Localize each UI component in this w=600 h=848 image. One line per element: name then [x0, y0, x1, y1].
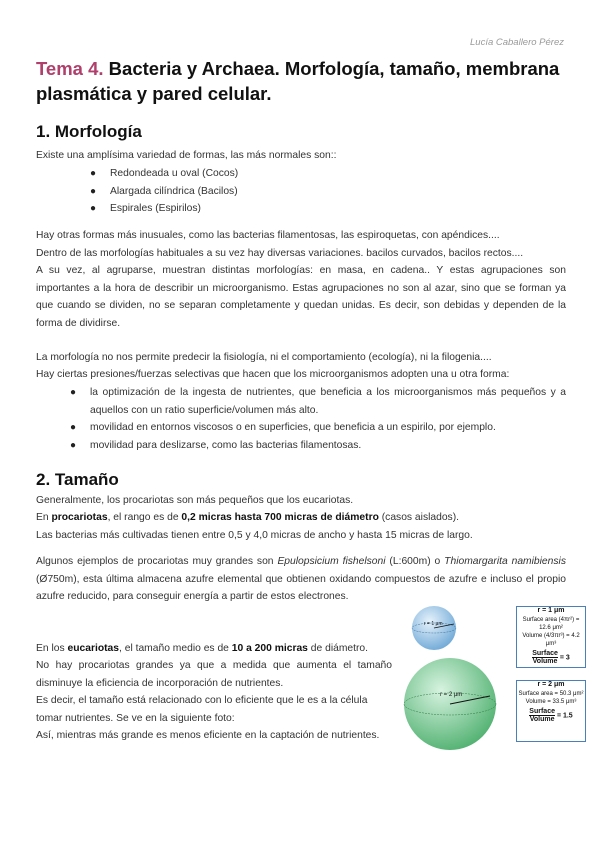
large-ratio: $\frac{\text{Surface}}{\text{Volume}}$ = 1.5: [529, 708, 573, 723]
large-radius-label: r = 2 μm: [537, 681, 565, 688]
paragraph: Dentro de las morfologías habituales a su vez hay diversas variaciones. bacilos curvados, bacilos rectos....: [36, 248, 524, 259]
bullet-icon: ●: [90, 186, 97, 197]
title-tema: Tema 4.: [36, 58, 104, 79]
paragraph: Existe una amplísima variedad de formas, las más normales son::: [36, 150, 337, 161]
title-text: Bacteria y Archaea. Morfología, tamaño, membrana plasmática y pared celular.: [36, 58, 560, 104]
small-ratio: $\frac{\text{Surface}}{\text{Volume}}$ = 3: [532, 650, 570, 665]
bullet-icon: ●: [90, 168, 97, 179]
author-name: Lucía Caballero Pérez: [470, 37, 564, 48]
paragraph: A su vez, al agruparse, muestran distintas morfologías: en masa, en cadena.. Y estas agrupaciones son importantes a la hora de describir un microorganismo. Estas agrupaciones no son al azar, sino que se forman ya que cuando se dividen, no se separan completamente y quedan unidas. Es decir, son debidas y dependen de la forma de dividirse.: [36, 265, 566, 329]
section-heading-tamano: 2. Tamaño: [36, 470, 119, 489]
paragraph: Generalmente, los procariotas son más pequeños que los eucariotas.: [36, 495, 354, 506]
bullet-icon: ●: [70, 440, 77, 451]
paragraph: No hay procariotas grandes ya que a medida que aumenta el tamaño disminuye la eficiencia de incorporación de nutrientes.: [36, 660, 392, 689]
bullet-icon: ●: [90, 203, 97, 214]
bullet-icon: ●: [70, 387, 77, 398]
list-item: ● movilidad en entornos viscosos o en superficies, que beneficia a un espirilo, por ejemplo.: [90, 419, 566, 437]
paragraph: En procariotas, el rango es de 0,2 micras hasta 700 micras de diámetro (casos aislados).: [36, 512, 459, 523]
list-item: ● movilidad para deslizarse, como las bacterias filamentosas.: [90, 437, 566, 455]
small-volume: Volume (4/3πr³) = 4.2 μm³: [522, 633, 580, 647]
paragraph: Hay ciertas presiones/fuerzas selectivas que hacen que los microorganismos adopten una u otra forma:: [36, 369, 510, 380]
paragraph: Así, mientras más grande es menos eficiente en la captación de nutrientes.: [36, 730, 380, 741]
paragraph: La morfología no nos permite predecir la fisiología, ni el comportamiento (ecología), ni la filogenia....: [36, 352, 492, 363]
paragraph: Las bacterias más cultivadas tienen entre 0,5 y 4,0 micras de ancho y hasta 15 micras de largo.: [36, 530, 473, 541]
large-sphere-label: r = 2 μm: [440, 692, 463, 698]
paragraph: Es decir, el tamaño está relacionado con lo eficiente que le es a la célula tomar nutrientes. Se ve en la siguiente foto:: [36, 695, 368, 724]
list-item: ● Alargada cilíndrica (Bacilos): [110, 183, 586, 201]
paragraph: En los eucariotas, el tamaño medio es de 10 a 200 micras de diámetro.: [36, 643, 369, 654]
large-sphere: [404, 658, 496, 750]
list-item: ● Espirales (Espirilos): [110, 200, 586, 218]
page-title: [36, 56, 570, 106]
small-sphere-label: r = 1 μm: [424, 621, 443, 627]
small-sphere-info-box: [516, 606, 586, 668]
surface-volume-figure: [402, 598, 586, 758]
paragraph: Algunos ejemplos de procariotas muy grandes son Epulopsicium fishelsoni (L:600m) o Thiomargarita namibiensis (Ø750m), esta última almacena azufre elemental que obtienen oxidando compuestos de azufre e incluso el propio azufre reducido, para conseguir energía a partir de estos electrones.: [36, 556, 566, 603]
small-sphere: [412, 606, 456, 650]
small-area: Surface area (4πr²) = 12.6 μm²: [522, 617, 580, 631]
large-sphere-info-box: [516, 680, 586, 742]
section-heading-morfologia: 1. Morfología: [36, 122, 142, 141]
list-item: ● la optimización de la ingesta de nutrientes, que beneficia a los microorganismos más pequeños y a aquellos con un ratio superficie/volumen más alto.: [90, 384, 566, 419]
large-area: Surface area = 50.3 μm²: [518, 691, 584, 697]
list-item: ● Redondeada u oval (Cocos): [110, 165, 586, 183]
bullet-icon: ●: [70, 422, 77, 433]
small-radius-label: r = 1 μm: [537, 607, 565, 614]
large-volume: Volume = 33.5 μm³: [525, 699, 577, 705]
paragraph: Hay otras formas más inusuales, como las bacterias filamentosas, las espiroquetas, con apéndices....: [36, 230, 500, 241]
